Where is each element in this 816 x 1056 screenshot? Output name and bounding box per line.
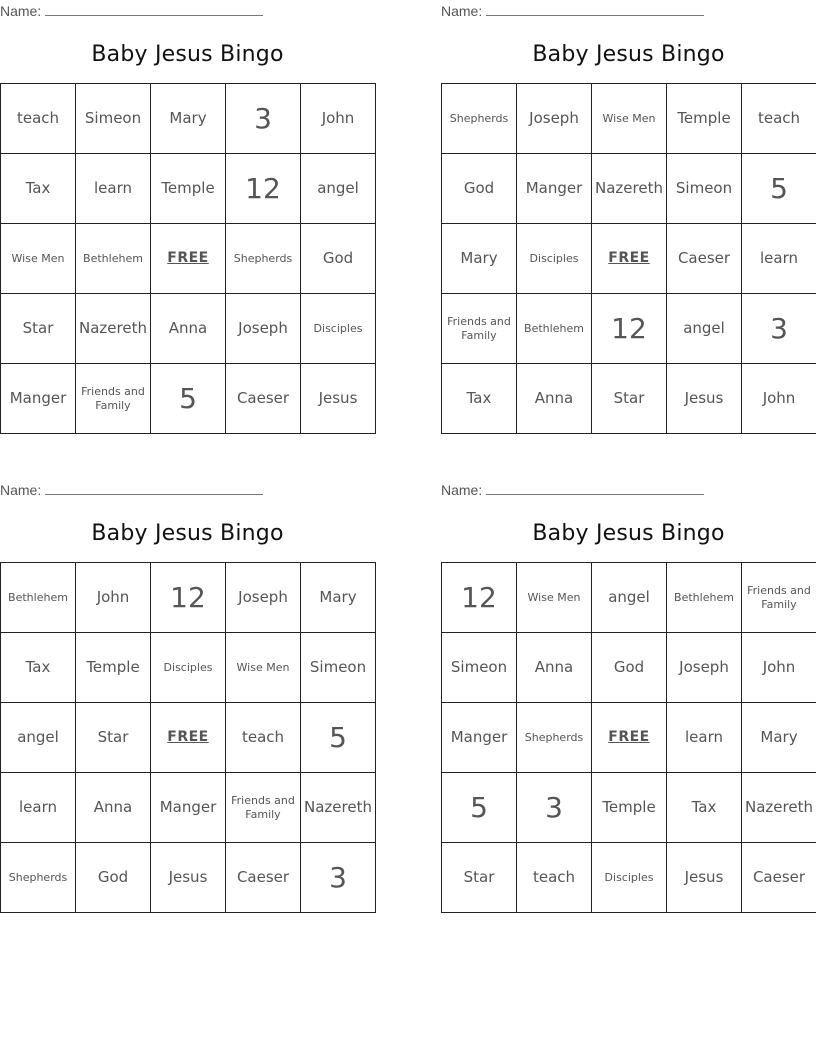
bingo-cell[interactable]: 5 <box>151 364 226 434</box>
bingo-cell[interactable]: Wise Men <box>517 563 592 633</box>
bingo-cell[interactable]: teach <box>517 843 592 913</box>
bingo-row <box>1 364 376 434</box>
bingo-cell[interactable]: Shepherds <box>1 843 76 913</box>
bingo-cell[interactable]: God <box>301 224 376 294</box>
bingo-cell[interactable]: Simeon <box>442 633 517 703</box>
bingo-cell[interactable]: Anna <box>517 633 592 703</box>
bingo-cell[interactable]: Tax <box>667 773 742 843</box>
name-line[interactable] <box>441 3 704 19</box>
bingo-cell[interactable]: Disciples <box>517 224 592 294</box>
bingo-cell[interactable]: Jesus <box>301 364 376 434</box>
bingo-cell[interactable]: Anna <box>76 773 151 843</box>
bingo-row <box>1 224 376 294</box>
name-blank-line[interactable] <box>45 3 263 16</box>
name-label: Name: <box>0 3 42 19</box>
bingo-cell[interactable]: John <box>301 84 376 154</box>
bingo-cell[interactable]: Simeon <box>301 633 376 703</box>
bingo-row <box>1 563 376 633</box>
bingo-row <box>442 84 816 154</box>
name-line[interactable] <box>0 482 263 498</box>
bingo-cell[interactable]: Anna <box>517 364 592 434</box>
bingo-cell[interactable]: 3 <box>226 84 301 154</box>
bingo-cell[interactable]: 5 <box>742 154 816 224</box>
bingo-row <box>442 633 816 703</box>
card-title: Baby Jesus Bingo <box>91 521 284 546</box>
bingo-cell[interactable]: Star <box>442 843 517 913</box>
bingo-cell[interactable]: Mary <box>442 224 517 294</box>
free-space-cell[interactable]: FREE <box>151 703 226 773</box>
bingo-cell[interactable]: angel <box>667 294 742 364</box>
bingo-row <box>1 773 376 843</box>
bingo-cell[interactable]: 12 <box>226 154 301 224</box>
bingo-row <box>1 84 376 154</box>
bingo-row <box>1 633 376 703</box>
bingo-cell[interactable]: Disciples <box>151 633 226 703</box>
bingo-cell[interactable]: Nazereth <box>742 773 816 843</box>
bingo-row <box>442 843 816 913</box>
bingo-cell[interactable]: Wise Men <box>1 224 76 294</box>
name-label: Name: <box>441 482 483 498</box>
bingo-cell[interactable]: angel <box>1 703 76 773</box>
bingo-grid <box>0 83 376 434</box>
bingo-cell[interactable]: learn <box>667 703 742 773</box>
bingo-cell[interactable]: Caeser <box>226 843 301 913</box>
bingo-cell[interactable]: God <box>592 633 667 703</box>
bingo-cell[interactable]: Mary <box>151 84 226 154</box>
bingo-cell[interactable]: learn <box>1 773 76 843</box>
bingo-cell[interactable]: Temple <box>76 633 151 703</box>
card-title: Baby Jesus Bingo <box>91 42 284 67</box>
bingo-card-1 <box>0 0 375 440</box>
bingo-row <box>442 703 816 773</box>
bingo-cell[interactable]: John <box>742 633 816 703</box>
bingo-cell[interactable]: Nazereth <box>301 773 376 843</box>
bingo-cell[interactable]: 5 <box>442 773 517 843</box>
bingo-cell[interactable]: Temple <box>151 154 226 224</box>
bingo-row <box>442 773 816 843</box>
bingo-cell[interactable]: 12 <box>151 563 226 633</box>
bingo-cell[interactable]: John <box>742 364 816 434</box>
free-space-cell[interactable]: FREE <box>592 703 667 773</box>
bingo-cell[interactable]: 12 <box>592 294 667 364</box>
bingo-cell[interactable]: Bethlehem <box>517 294 592 364</box>
bingo-row <box>1 703 376 773</box>
bingo-cell[interactable]: Bethlehem <box>667 563 742 633</box>
name-line[interactable] <box>0 3 263 19</box>
bingo-cell[interactable]: Friends and Family <box>76 364 151 434</box>
bingo-cell[interactable]: Simeon <box>76 84 151 154</box>
bingo-cell[interactable]: Shepherds <box>442 84 517 154</box>
bingo-cell[interactable]: Joseph <box>226 563 301 633</box>
bingo-cell[interactable]: Caeser <box>226 364 301 434</box>
bingo-cell[interactable]: Star <box>592 364 667 434</box>
bingo-card-2 <box>441 0 816 440</box>
bingo-cell[interactable]: Shepherds <box>517 703 592 773</box>
bingo-cell[interactable]: 3 <box>517 773 592 843</box>
bingo-cell[interactable]: Star <box>76 703 151 773</box>
bingo-row <box>442 563 816 633</box>
bingo-cell[interactable]: teach <box>1 84 76 154</box>
bingo-cell[interactable]: Nazereth <box>76 294 151 364</box>
bingo-grid <box>0 562 376 913</box>
bingo-cell[interactable]: God <box>76 843 151 913</box>
bingo-cell[interactable]: Friends and Family <box>226 773 301 843</box>
free-space-cell[interactable]: FREE <box>592 224 667 294</box>
bingo-row <box>442 294 816 364</box>
bingo-cell[interactable]: Mary <box>742 703 816 773</box>
bingo-cell[interactable]: Tax <box>1 633 76 703</box>
name-label: Name: <box>441 3 483 19</box>
bingo-cell[interactable]: Friends and Family <box>742 563 816 633</box>
bingo-cell[interactable]: angel <box>592 563 667 633</box>
bingo-row <box>442 364 816 434</box>
bingo-cell[interactable]: Manger <box>517 154 592 224</box>
bingo-cell[interactable]: learn <box>742 224 816 294</box>
bingo-cell[interactable]: Jesus <box>667 843 742 913</box>
bingo-row <box>1 843 376 913</box>
bingo-cell[interactable]: Bethlehem <box>76 224 151 294</box>
name-label: Name: <box>0 482 42 498</box>
bingo-cell[interactable]: Mary <box>301 563 376 633</box>
bingo-cell[interactable]: learn <box>76 154 151 224</box>
name-line[interactable] <box>441 482 704 498</box>
bingo-cell[interactable]: Nazereth <box>592 154 667 224</box>
bingo-cell[interactable]: Manger <box>151 773 226 843</box>
bingo-cell[interactable]: John <box>76 563 151 633</box>
name-blank-line[interactable] <box>486 482 704 495</box>
bingo-cell[interactable]: 3 <box>301 843 376 913</box>
bingo-cell[interactable]: Caeser <box>742 843 816 913</box>
bingo-cell[interactable]: Disciples <box>301 294 376 364</box>
bingo-cell[interactable]: Jesus <box>667 364 742 434</box>
bingo-cell[interactable]: 12 <box>442 563 517 633</box>
bingo-cell[interactable]: Temple <box>592 773 667 843</box>
name-blank-line[interactable] <box>45 482 263 495</box>
bingo-cell[interactable]: teach <box>742 84 816 154</box>
bingo-cell[interactable]: 5 <box>301 703 376 773</box>
bingo-cell[interactable]: 3 <box>742 294 816 364</box>
bingo-card-3 <box>0 479 375 919</box>
bingo-cell[interactable]: Wise Men <box>592 84 667 154</box>
bingo-cell[interactable]: Anna <box>151 294 226 364</box>
bingo-cell[interactable]: Caeser <box>667 224 742 294</box>
bingo-cell[interactable]: Simeon <box>667 154 742 224</box>
bingo-cell[interactable]: teach <box>226 703 301 773</box>
bingo-cell[interactable]: God <box>442 154 517 224</box>
bingo-cell[interactable]: Friends and Family <box>442 294 517 364</box>
bingo-cell[interactable]: Jesus <box>151 843 226 913</box>
bingo-cell[interactable]: Joseph <box>667 633 742 703</box>
bingo-row <box>442 154 816 224</box>
free-space-cell[interactable]: FREE <box>151 224 226 294</box>
bingo-card-4 <box>441 479 816 919</box>
bingo-row <box>1 154 376 224</box>
bingo-grid <box>441 83 816 434</box>
bingo-cell[interactable]: Shepherds <box>226 224 301 294</box>
bingo-cell[interactable]: Manger <box>442 703 517 773</box>
bingo-cell[interactable]: Joseph <box>517 84 592 154</box>
card-title: Baby Jesus Bingo <box>532 521 725 546</box>
bingo-cell[interactable]: Tax <box>442 364 517 434</box>
bingo-row <box>442 224 816 294</box>
bingo-cell[interactable]: Joseph <box>226 294 301 364</box>
bingo-cell[interactable]: Disciples <box>592 843 667 913</box>
bingo-cell[interactable]: Tax <box>1 154 76 224</box>
bingo-cell[interactable]: Star <box>1 294 76 364</box>
bingo-cell[interactable]: Bethlehem <box>1 563 76 633</box>
name-blank-line[interactable] <box>486 3 704 16</box>
card-title: Baby Jesus Bingo <box>532 42 725 67</box>
bingo-cell[interactable]: Wise Men <box>226 633 301 703</box>
bingo-cell[interactable]: Manger <box>1 364 76 434</box>
bingo-grid <box>441 562 816 913</box>
bingo-cell[interactable]: Temple <box>667 84 742 154</box>
bingo-row <box>1 294 376 364</box>
bingo-cell[interactable]: angel <box>301 154 376 224</box>
